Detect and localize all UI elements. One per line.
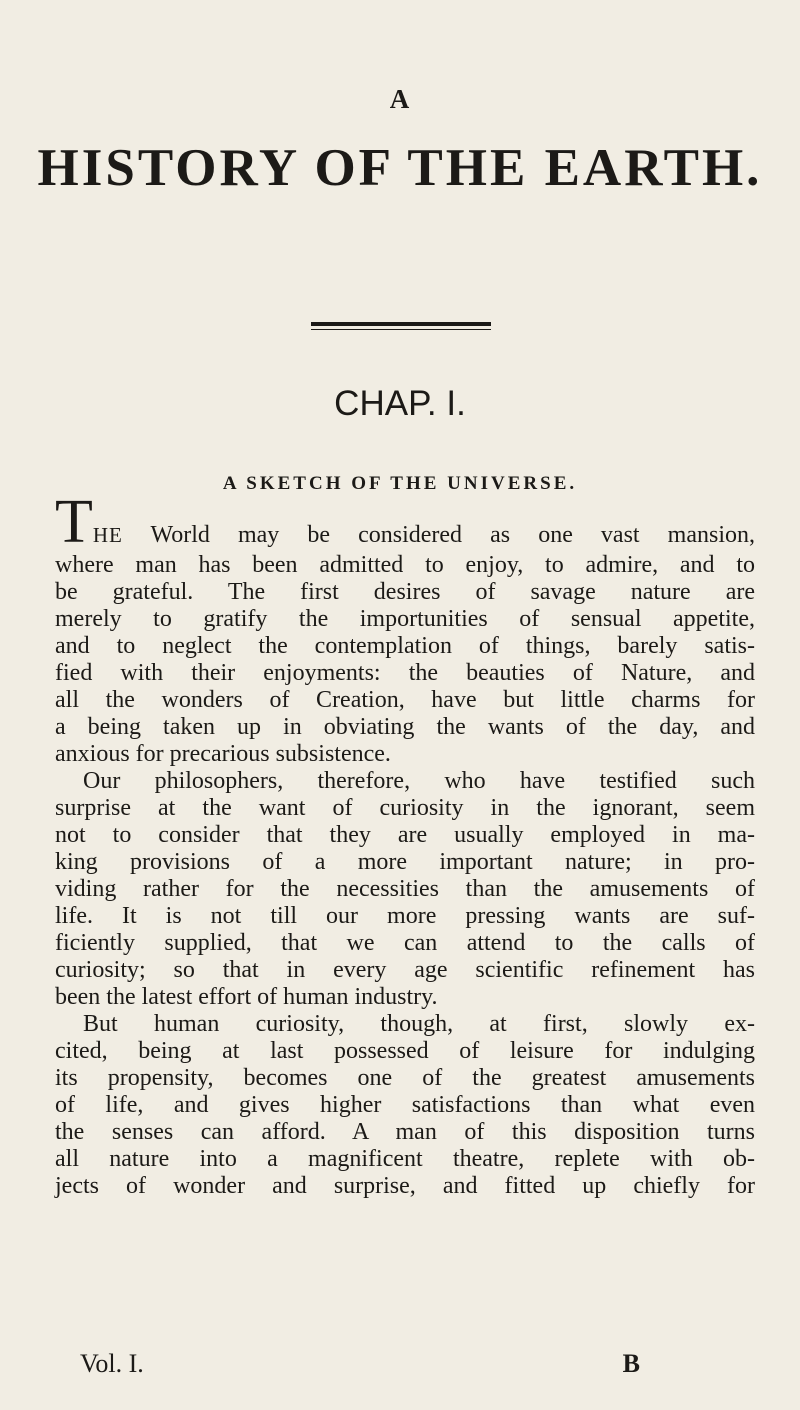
text-line: its propensity, becomes one of the greatest amusements bbox=[55, 1065, 755, 1091]
text-line: surprise at the want of curiosity in the ignorant, seem bbox=[55, 795, 755, 821]
chapter-subtitle: A SKETCH OF THE UNIVERSE. bbox=[222, 473, 578, 494]
text-line: curiosity; so that in every age scientific refinement has bbox=[55, 957, 755, 983]
opening-line bbox=[55, 488, 755, 556]
chapter-heading: CHAP. I. bbox=[334, 384, 466, 423]
text-line: cited, being at last possessed of leisure for indulging bbox=[55, 1038, 755, 1064]
text-line: all nature into a magnificent theatre, replete with ob- bbox=[55, 1146, 755, 1172]
text-line: be grateful. The first desires of savage nature are bbox=[55, 579, 755, 605]
title-kicker: A bbox=[389, 84, 411, 114]
text-line: a being taken up in obviating the wants of the day, and bbox=[55, 714, 755, 740]
title-rule-thick bbox=[311, 322, 491, 326]
text-line: been the latest effort of human industry. bbox=[55, 984, 438, 1010]
lead-word: HE bbox=[92, 523, 123, 547]
text-line: where man has been admitted to enjoy, to admire, and to bbox=[55, 552, 755, 578]
text-line: the senses can afford. A man of this disposition turns bbox=[55, 1119, 755, 1145]
page-footer bbox=[80, 1349, 640, 1379]
text-line: of life, and gives higher satisfactions than what even bbox=[55, 1092, 755, 1118]
title-rule-thin bbox=[311, 329, 491, 330]
text-line: jects of wonder and surprise, and fitted up chiefly for bbox=[55, 1173, 755, 1199]
text-line: ficiently supplied, that we can attend to the calls of bbox=[55, 930, 755, 956]
text-line: fied with their enjoyments: the beauties of Nature, and bbox=[55, 660, 755, 686]
volume-label: Vol. I. bbox=[80, 1349, 144, 1378]
text-line: viding rather for the necessities than the amusements of bbox=[55, 876, 755, 902]
text-line: But human curiosity, though, at first, slowly ex- bbox=[83, 1011, 755, 1037]
opening-text: World may be considered as one vast mansion, bbox=[122, 522, 755, 548]
text-line: merely to gratify the importunities of sensual appetite, bbox=[55, 606, 755, 632]
signature-mark: B bbox=[622, 1349, 640, 1378]
text-line: Our philosophers, therefore, who have testified such bbox=[83, 768, 755, 794]
text-line: anxious for precarious subsistence. bbox=[55, 741, 391, 767]
text-line: and to neglect the contemplation of things, barely satis- bbox=[55, 633, 755, 659]
text-line: all the wonders of Creation, have but little charms for bbox=[55, 687, 755, 713]
text-line: king provisions of a more important nature; in pro- bbox=[55, 849, 755, 875]
book-title: HISTORY OF THE EARTH. bbox=[37, 139, 763, 197]
text-line: life. It is not till our more pressing wants are suf- bbox=[55, 903, 755, 929]
text-line: not to consider that they are usually employed in ma- bbox=[55, 822, 755, 848]
body-text bbox=[55, 488, 755, 1200]
drop-cap: T bbox=[55, 488, 93, 556]
